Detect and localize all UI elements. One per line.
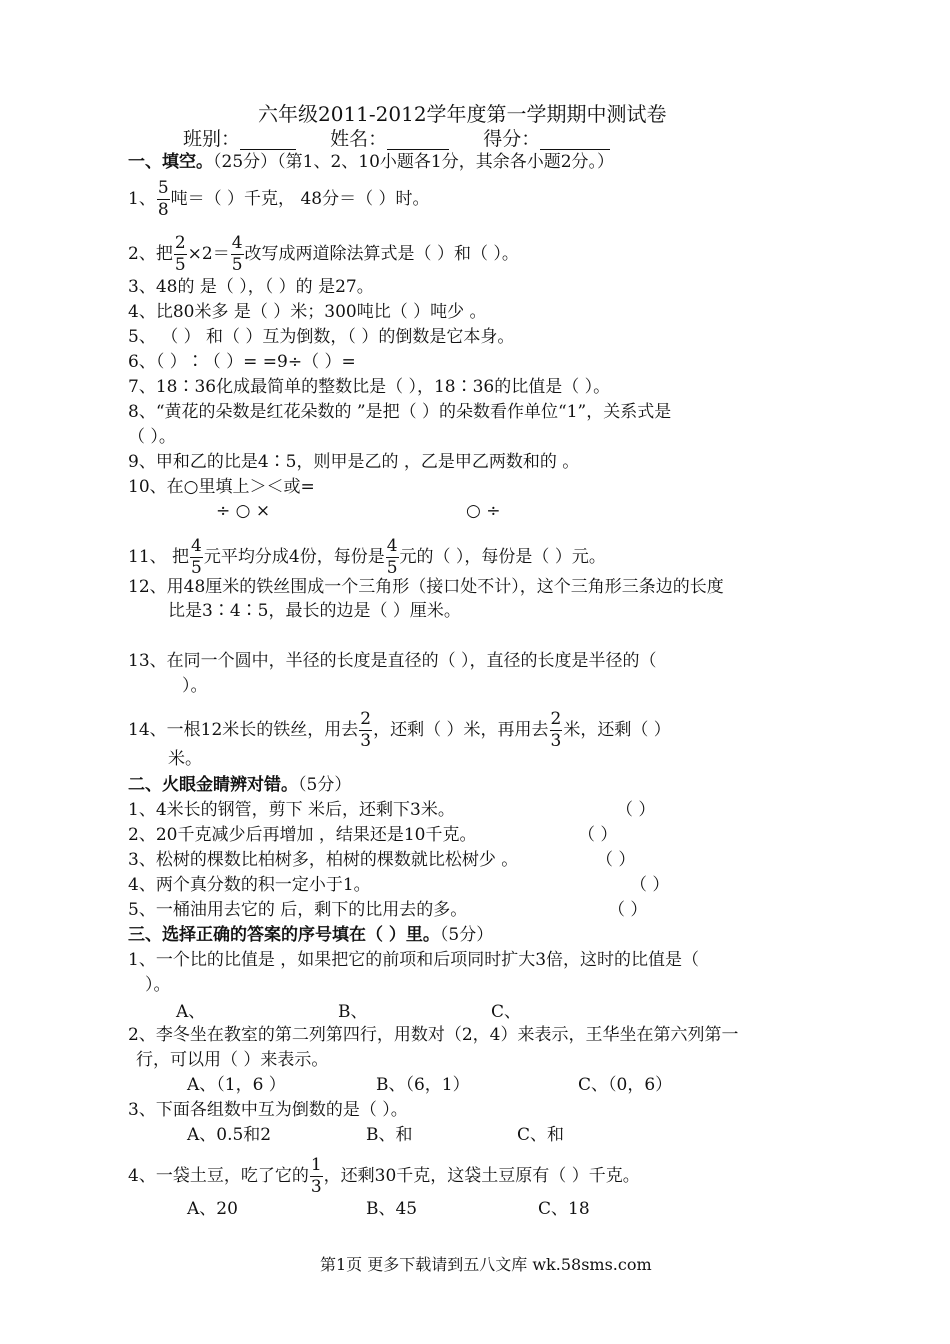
fraction-numerator: 1	[310, 1155, 322, 1175]
q1-14-mid: ，还剩（ ）米，再用去	[373, 720, 549, 740]
fraction-denominator: 3	[310, 1177, 322, 1197]
name-label: 姓名：	[330, 128, 388, 150]
fraction-denominator: 5	[174, 255, 186, 275]
q1-1-prefix: 1、	[128, 189, 156, 209]
fraction-2-3	[359, 711, 372, 750]
q1-2	[128, 235, 519, 274]
fraction-numerator: 2	[550, 709, 562, 729]
score-label: 得分：	[483, 128, 541, 150]
fraction-4-5	[386, 538, 399, 577]
q1-13-cont: ）。	[182, 676, 208, 696]
q1-8-cont: （ ）。	[128, 427, 176, 447]
s3-q3-option-c[interactable]: C、和	[517, 1125, 565, 1145]
section-3-header	[128, 924, 493, 946]
fraction-4-5	[231, 235, 244, 274]
s2-item-5-mark[interactable]: （ ）	[608, 900, 648, 920]
fraction-denominator: 8	[157, 200, 169, 220]
q1-8: 8、“黄花的朵数是红花朵数的 ”是把（ ）的朵数看作单位“1”，关系式是	[128, 402, 672, 422]
fraction-2-5	[174, 235, 187, 274]
q1-5: 5、 （ ） 和（ ）互为倒数，（ ）的倒数是它本身。	[128, 327, 515, 347]
q1-14-prefix: 14、一根12米长的铁丝，用去	[128, 720, 359, 740]
s3-q2: 2、李冬坐在教室的第二列第四行，用数对（2，4）来表示，王华坐在第六列第一	[128, 1025, 739, 1045]
section-2-heading: 二、火眼金睛辨对错。	[128, 775, 298, 795]
s2-item-3-mark[interactable]: （ ）	[596, 850, 636, 870]
q1-12-cont: 比是3∶4∶5，最长的边是（ ）厘米。	[168, 601, 461, 621]
s3-q1-option-c[interactable]: C、	[491, 1002, 522, 1022]
section-1-points: （25分）（第1、2、10小题各1分，其余各小题2分。）	[213, 152, 615, 172]
s3-q1-cont: ）。	[145, 975, 171, 995]
q1-13: 13、在同一个圆中，半径的长度是直径的（ ），直径的长度是半径的（	[128, 651, 657, 671]
fraction-numerator: 2	[360, 709, 372, 729]
s3-q2-option-b[interactable]: B、（6，1）	[376, 1075, 470, 1095]
s2-item-1: 1、4米长的钢管，剪下 米后，还剩下3米。	[128, 800, 455, 820]
fraction-numerator: 5	[157, 178, 169, 198]
info-row	[183, 128, 610, 150]
section-3-heading: 三、选择正确的答案的序号填在（ ）里。	[128, 925, 440, 945]
s2-item-5: 5、一桶油用去它的 后，剩下的比用去的多。	[128, 900, 468, 920]
fraction-denominator: 5	[231, 255, 243, 275]
fraction-4-5	[190, 538, 203, 577]
fraction-denominator: 5	[386, 558, 398, 578]
fraction-denominator: 5	[191, 558, 202, 578]
q1-10-compare-a: ÷ ○ ×	[216, 501, 271, 521]
fraction-denominator: 3	[360, 731, 372, 751]
q1-9: 9、甲和乙的比是4∶5，则甲是乙的 ，乙是甲乙两数和的 。	[128, 452, 580, 472]
s3-q3-option-b[interactable]: B、和	[366, 1125, 413, 1145]
s2-item-4-mark[interactable]: （ ）	[630, 875, 670, 895]
s3-q2-option-c[interactable]: C、（0，6）	[578, 1075, 673, 1095]
q1-6: 6、（ ）∶（ ）= =9÷（ ）=	[128, 352, 356, 372]
s3-q1-option-a[interactable]: A、	[176, 1002, 206, 1022]
q1-1	[128, 180, 430, 219]
fraction-numerator: 4	[231, 233, 243, 253]
page-footer: 第1页 更多下载请到五八文库 wk.58sms.com	[320, 1255, 652, 1274]
q1-10: 10、在○里填上＞＜或=	[128, 477, 315, 497]
class-label: 班别：	[183, 128, 241, 150]
s2-item-2-mark[interactable]: （ ）	[578, 825, 618, 845]
class-blank[interactable]	[240, 131, 296, 150]
q1-2-text: 改写成两道除法算式是（ ）和（ ）。	[244, 244, 519, 264]
section-3-points: （5分）	[439, 925, 494, 945]
fraction-numerator: 4	[191, 536, 202, 556]
q1-3: 3、48的 是（ ），（ ）的 是27。	[128, 277, 374, 297]
s2-item-1-mark[interactable]: （ ）	[616, 800, 656, 820]
s3-q4-prefix: 4、一袋土豆，吃了它的	[128, 1166, 309, 1186]
section-2-points: （5分）	[298, 775, 352, 795]
s3-q4-option-b[interactable]: B、45	[366, 1199, 418, 1219]
s3-q4-option-a[interactable]: A、20	[187, 1199, 238, 1219]
s3-q4-option-c[interactable]: C、18	[538, 1199, 590, 1219]
s3-q4-text: ，还剩30千克，这袋土豆原有（ ）千克。	[323, 1166, 640, 1186]
s3-q2-cont: 行，可以用（ ）来表示。	[136, 1050, 329, 1070]
name-blank[interactable]	[387, 131, 449, 150]
q1-14-cont: 米。	[168, 749, 202, 769]
s2-item-3: 3、松树的棵数比柏树多，柏树的棵数就比松树少 。	[128, 850, 519, 870]
fraction-denominator: 3	[550, 731, 562, 751]
q1-1-text: 吨＝（ ）千克， 48分＝（ ）时。	[170, 189, 430, 209]
q1-11-text: 元的（ ），每份是（ ）元。	[399, 547, 606, 567]
fraction-2-3	[550, 711, 563, 750]
q1-7: 7、18∶36化成最简单的整数比是（ ），18∶36的比值是（ ）。	[128, 377, 611, 397]
fraction-1-3	[310, 1157, 323, 1196]
s3-q3: 3、下面各组数中互为倒数的是（ ）。	[128, 1100, 408, 1120]
score-blank[interactable]	[540, 131, 610, 150]
s3-q1: 1、一个比的比值是 ，如果把它的前项和后项同时扩大3倍，这时的比值是（	[128, 950, 700, 970]
q1-11	[128, 538, 606, 577]
s3-q2-option-a[interactable]: A、（1，6 ）	[187, 1075, 286, 1095]
q1-14-text: 米，还剩（ ）	[563, 720, 671, 740]
section-2-header	[128, 774, 351, 796]
q1-14	[128, 711, 671, 750]
s3-q3-option-a[interactable]: A、0.5和2	[187, 1125, 272, 1145]
s2-item-2: 2、20千克减少后再增加 ，结果还是10千克。	[128, 825, 477, 845]
fraction-numerator: 4	[386, 536, 398, 556]
section-1-header	[128, 151, 614, 173]
s3-q4	[128, 1157, 640, 1196]
section-1-heading: 一、填空。	[128, 152, 213, 172]
page-title: 六年级2011-2012学年度第一学期期中测试卷	[258, 102, 667, 126]
fraction-numerator: 2	[174, 233, 186, 253]
q1-2-prefix: 2、把	[128, 244, 173, 264]
q1-11-prefix: 11、 把	[128, 547, 190, 567]
q1-4: 4、比80米多 是（ ）米；300吨比（ ）吨少 。	[128, 302, 487, 322]
fraction-5-8	[157, 180, 170, 219]
q1-10-compare-b: ○ ÷	[466, 501, 501, 521]
q1-11-mid: 元平均分成4份，每份是	[203, 547, 385, 567]
s2-item-4: 4、两个真分数的积一定小于1。	[128, 875, 371, 895]
q1-2-mid: ×2＝	[187, 244, 230, 264]
q1-12: 12、用48厘米的铁丝围成一个三角形（接口处不计），这个三角形三条边的长度	[128, 577, 724, 597]
s3-q1-option-b[interactable]: B、	[338, 1002, 368, 1022]
